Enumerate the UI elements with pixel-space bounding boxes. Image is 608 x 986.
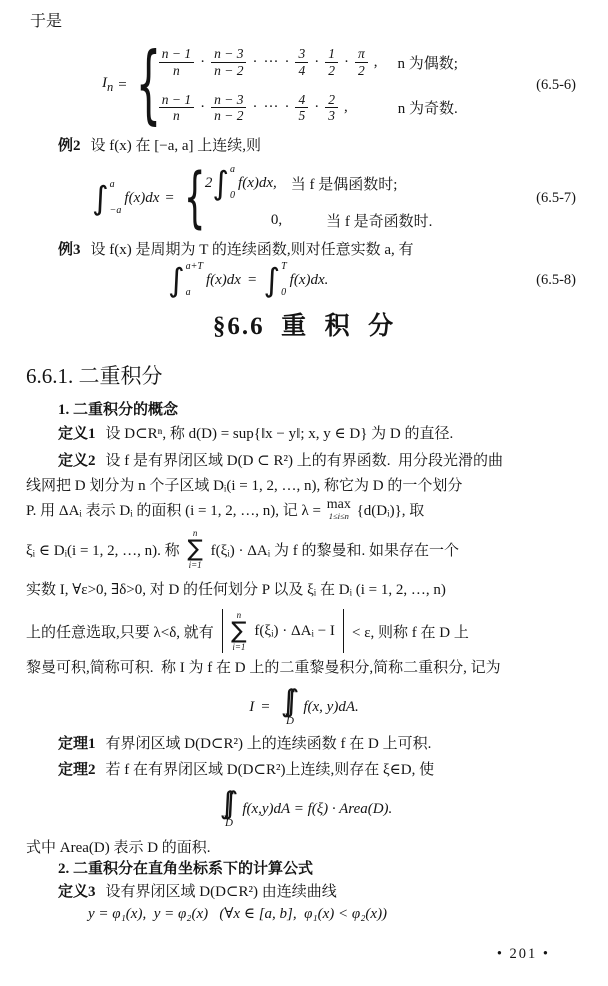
cases-brace-icon: { — [135, 35, 162, 135]
odd-condition: n 为奇数. — [397, 101, 458, 118]
integral-0-to-a: ∫ a 0 — [212, 164, 236, 202]
definition-2-text: f(ξᵢ) · ΔAᵢ 为 f 的黎曼和. 如果存在一个 — [206, 542, 459, 559]
cases-brace-icon: { — [183, 159, 206, 237]
theorem-2-line — [58, 758, 434, 779]
integral-0-to-T: ∫ T 0 — [263, 261, 287, 299]
integral-a-to-a-plus-T: ∫ a+T a — [168, 261, 203, 299]
area-note: 式中 Area(D) 表示 D 的面积. — [26, 840, 211, 856]
dot-operator: · — [284, 53, 290, 70]
equation-number-6-5-6: (6.5-6) — [536, 76, 576, 93]
fraction: $\frac{n - 3}{n - 2}$ — [211, 92, 246, 124]
equals-sign: = — [165, 189, 174, 206]
fraction: $\frac{4}{5}$ — [295, 92, 308, 124]
example-2-body: 设 f(x) 在 [−a, a] 上连续,则 — [90, 138, 262, 154]
example-2-line — [58, 134, 261, 155]
equals-sign: = — [118, 76, 127, 93]
definition-2-line-7: 黎曼可积,简称可积. 称 I 为 f 在 D 上的二重黎曼积分,简称二重积分, 记为 — [26, 660, 501, 676]
comma: , — [373, 53, 378, 70]
even-condition: n 为偶数; — [397, 55, 458, 72]
example-3-label: 例3 — [58, 242, 81, 258]
equation-number-6-5-7: (6.5-7) — [536, 189, 576, 206]
definition-2-line-3 — [26, 495, 424, 523]
comma: , — [343, 99, 348, 116]
odd-case-row — [205, 210, 433, 231]
zero-value: 0, — [270, 212, 283, 228]
equation-6-5-7 — [0, 158, 608, 238]
dot-operator: · — [314, 53, 320, 70]
dot-operator: · — [343, 53, 349, 70]
summation-icon: n ∑ i=1 — [187, 527, 203, 570]
example-2-label: 例2 — [58, 138, 81, 154]
dot-operator: · — [314, 99, 320, 116]
abs-bar-icon — [222, 609, 224, 653]
dot-operator: · — [284, 99, 290, 116]
integrand: f(x, y)dA. — [303, 698, 359, 715]
definition-3-line — [58, 880, 337, 901]
fraction: $\frac{3}{4}$ — [295, 46, 308, 78]
boundary-curves-equation: y = φ₁(x), y = φ₂(x) (∀x ∈ [a, b], φ₁(x) < φ₂(x)) — [88, 906, 388, 922]
max-operator: max 1≤i≤n — [326, 496, 351, 521]
item-1-heading: 1. 二重积分的概念 — [58, 402, 179, 418]
definition-2-text: 上的任意选取,只要 λ<δ, 就有 — [26, 624, 218, 641]
definition-2-line-2: 线网把 D 划分为 n 个子区域 Dᵢ(i = 1, 2, …, n), 称它为 D 的一个划分 — [26, 478, 463, 494]
definition-2-text: < ε, 则称 f 在 D 上 — [348, 624, 469, 641]
example-3-body: 设 f(x) 是周期为 T 的连续函数,则对任意实数 a, 有 — [90, 242, 414, 258]
double-integral-icon: ∫∫ D — [280, 684, 294, 727]
wallis-I-sub: n — [107, 80, 114, 94]
subsection-heading: 6.6.1. 二重积分 — [26, 364, 163, 388]
mean-value-equation — [0, 784, 608, 834]
double-integral-definition-equation — [0, 682, 608, 732]
section-heading: §6.6 重 积 分 — [212, 313, 396, 340]
wallis-I: I — [102, 75, 107, 91]
fraction: $\frac{1}{2}$ — [325, 46, 338, 78]
fraction: $\frac{n - 3}{n - 2}$ — [211, 46, 246, 78]
riemann-sum-body: f(ξᵢ) · ΔAᵢ − I — [250, 622, 339, 639]
theorem-2-label: 定理2 — [58, 762, 96, 778]
theorem-1-label: 定理1 — [58, 736, 96, 752]
integrand: f(x)dx — [205, 271, 241, 288]
integral-icon: ∫ — [92, 179, 109, 217]
integrand: f(x)dx. — [289, 271, 329, 288]
fraction: $\frac{2}{3}$ — [325, 92, 338, 124]
wallis-lhs — [102, 75, 113, 95]
even-case-condition: 当 f 是偶函数时; — [290, 176, 398, 193]
theorem-1-line — [58, 732, 431, 753]
definition-2-line-5: 实数 I, ∀ε>0, ∃δ>0, 对 D 的任何划分 P 以及 ξᵢ 在 Dᵢ (i = 1, 2, …, n) — [26, 582, 446, 598]
integral-icon: ∫ — [263, 261, 281, 299]
definition-2-text: {d(Dᵢ)}, 取 — [352, 502, 425, 519]
cdots: ··· — [263, 53, 279, 70]
definition-3-label: 定义3 — [58, 884, 96, 900]
definition-2-text: 设 f 是有界闭区域 D(D ⊂ R²) 上的有界函数. 用分段光滑的曲 — [105, 453, 503, 469]
fraction: $\frac{n - 1}{n}$ — [159, 46, 194, 78]
double-integral-icon: ∫∫ D — [219, 786, 233, 829]
integral-icon: ∫ — [168, 261, 185, 299]
fraction: $\frac{n - 1}{n}$ — [159, 92, 194, 124]
parity-cases — [205, 165, 433, 231]
integral-minus-a-to-a: ∫ a −a — [92, 179, 122, 217]
wallis-odd-row — [159, 92, 458, 124]
dot-operator: · — [252, 99, 258, 116]
wallis-even-row — [159, 46, 458, 78]
absolute-value-group — [218, 609, 349, 653]
abs-bar-icon — [343, 609, 345, 653]
summation-icon: n ∑ i=1 — [231, 609, 247, 652]
section-heading-row — [0, 306, 608, 342]
definition-2-label: 定义2 — [58, 453, 96, 469]
definition-2-line-4 — [26, 526, 459, 572]
equation-6-5-8 — [0, 258, 608, 302]
definition-1-label: 定义1 — [58, 426, 96, 442]
definition-3-body: 设有界闭区域 D(D⊂R²) 由连续曲线 — [105, 884, 337, 900]
page-number: • 201 • — [496, 946, 550, 962]
definition-2-text: ξᵢ ∈ Dᵢ(i = 1, 2, …, n). 称 — [26, 542, 184, 559]
integral-value-I: I — [249, 698, 255, 715]
dot-operator: · — [252, 53, 258, 70]
dot-operator: · — [200, 99, 206, 116]
equals-sign: = — [261, 698, 270, 715]
definition-2-line-6 — [26, 608, 469, 654]
dot-operator: · — [200, 53, 206, 70]
definition-2-text: P. 用 ΔAᵢ 表示 Dᵢ 的面积 (i = 1, 2, …, n), 记 λ = — [26, 502, 325, 519]
definition-2-line-1 — [58, 449, 503, 470]
mean-value-body: f(x,y)dA = f(ξ) · Area(D). — [242, 800, 393, 817]
equation-6-5-6 — [0, 35, 608, 135]
even-case-row — [205, 165, 433, 201]
odd-case-condition: 当 f 是奇函数时. — [326, 214, 433, 230]
definition-1-body: 设 D⊂Rⁿ, 称 d(D) = sup{‖x − y‖; x, y ∈ D} 为 D 的直径. — [105, 426, 454, 442]
fraction: $\frac{\pi}{2}$ — [355, 46, 368, 78]
wallis-cases — [159, 46, 458, 123]
equals-sign: = — [247, 271, 257, 288]
definition-1-line — [58, 422, 453, 443]
cdots: ··· — [263, 99, 279, 116]
integrand: f(x)dx, — [238, 174, 277, 191]
lead-in-text: 于是 — [30, 13, 63, 30]
equation-number-6-5-8: (6.5-8) — [536, 271, 576, 288]
item-2-heading: 2. 二重积分在直角坐标系下的计算公式 — [58, 861, 314, 877]
coefficient: 2 — [204, 174, 213, 191]
integrand: f(x)dx — [124, 189, 160, 206]
theorem-2-body: 若 f 在有界闭区域 D(D⊂R²)上连续,则存在 ξ∈D, 使 — [105, 762, 435, 778]
theorem-1-body: 有界闭区域 D(D⊂R²) 上的连续函数 f 在 D 上可积. — [105, 736, 432, 752]
integral-icon: ∫ — [212, 164, 230, 202]
example-3-line — [58, 238, 414, 259]
